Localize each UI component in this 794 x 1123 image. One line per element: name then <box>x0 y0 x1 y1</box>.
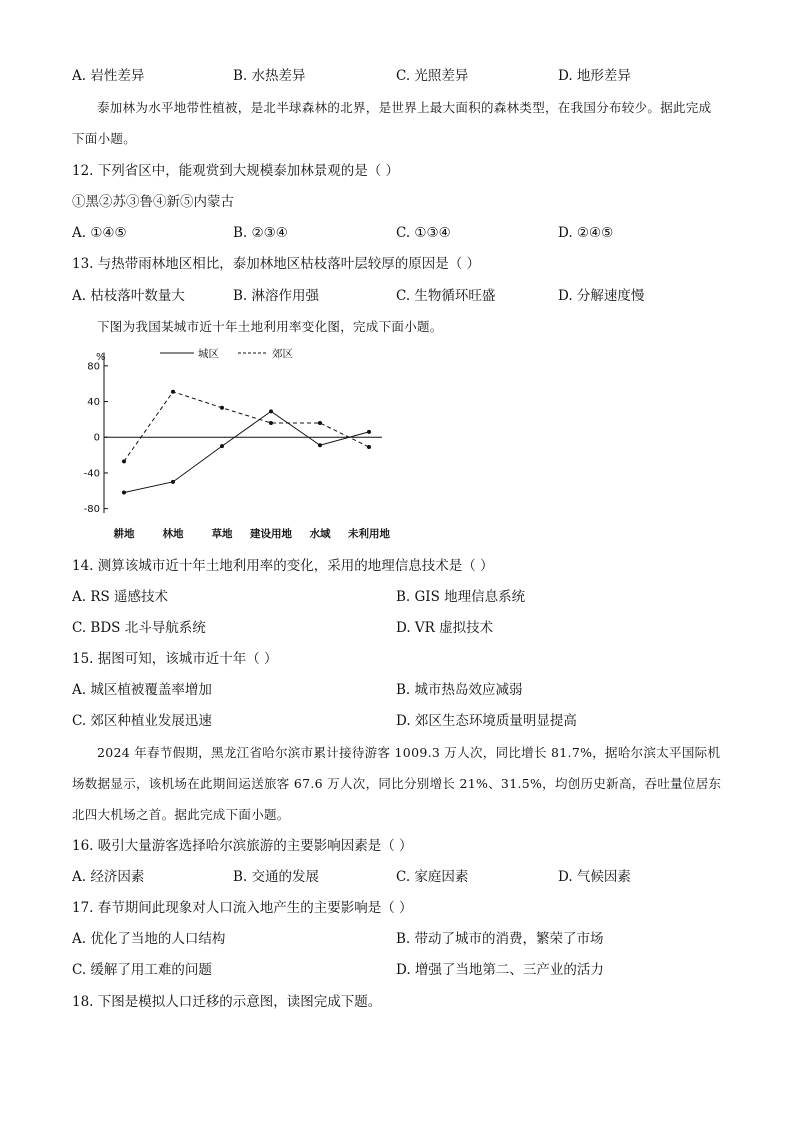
data-point <box>171 390 175 394</box>
q12-option-c[interactable]: C. ①③④ <box>396 225 451 241</box>
q14-option-c[interactable]: C. BDS 北斗导航系统 <box>72 620 206 636</box>
q17-option-b[interactable]: B. 带动了城市的消费，繁荣了市场 <box>396 931 604 947</box>
x-tick-label: 林地 <box>162 528 184 540</box>
y-tick-label: -40 <box>83 468 100 480</box>
q13-option-b[interactable]: B. 淋溶作用强 <box>233 288 320 304</box>
q16-option-d[interactable]: D. 气候因素 <box>558 869 631 885</box>
q17-option-c[interactable]: C. 缓解了用工难的问题 <box>72 962 212 978</box>
q13-option-c[interactable]: C. 生物循环旺盛 <box>396 288 496 304</box>
q13-option-a[interactable]: A. 枯枝落叶数量大 <box>72 288 185 304</box>
passage-chart-intro: 下图为我国某城市近十年土地利用率变化图，完成下面小题。 <box>97 319 443 334</box>
q13-option-d[interactable]: D. 分解速度慢 <box>558 288 645 304</box>
q15-stem: 15. 据图可知，该城市近十年（ ） <box>72 651 278 667</box>
data-point <box>367 445 371 449</box>
x-tick-label: 耕地 <box>113 528 135 540</box>
data-point <box>318 443 322 447</box>
data-point <box>367 430 371 434</box>
legend-label-1: 城区 <box>198 348 219 360</box>
data-point <box>171 480 175 484</box>
q14-stem: 14. 测算该城市近十年土地利用率的变化，采用的地理信息技术是（ ） <box>72 558 494 574</box>
q17-stem: 17. 春节期间此现象对人口流入地产生的主要影响是（ ） <box>72 900 413 916</box>
y-tick-label: -80 <box>83 504 100 516</box>
q11-option-b[interactable]: B. 水热差异 <box>233 68 306 84</box>
q18-stem: 18. 下图是模拟人口迁移的示意图，读图完成下题。 <box>72 994 382 1010</box>
land-use-change-chart <box>80 340 400 545</box>
q12-option-a[interactable]: A. ①④⑤ <box>72 225 127 241</box>
q11-option-d[interactable]: D. 地形差异 <box>558 68 631 84</box>
q12-regions: ①黑②苏③鲁④新⑤内蒙古 <box>72 194 234 210</box>
q13-stem: 13. 与热带雨林地区相比，泰加林地区枯枝落叶层较厚的原因是（ ） <box>72 256 481 272</box>
series-line-1 <box>124 411 369 492</box>
q15-option-d[interactable]: D. 郊区生态环境质量明显提高 <box>396 713 577 729</box>
passage-harbin: 2024 年春节假期，黑龙江省哈尔滨市累计接待游客 1009.3 万人次，同比增长 81.7%，据哈尔滨太平国际机场数据显示，该机场在此期间运送旅客 67.6 万人次，同比分别增长 21%、31.5%，均创历史新高，吞吐量位居东北四大机场之首。据此完成下面小题。 <box>72 745 722 822</box>
y-tick-label: 80 <box>87 361 100 373</box>
legend-label-2: 郊区 <box>272 348 293 360</box>
q16-option-a[interactable]: A. 经济因素 <box>72 869 145 885</box>
q11-option-a[interactable]: A. 岩性差异 <box>72 68 145 84</box>
x-tick-label: 建设用地 <box>250 528 292 540</box>
q15-option-c[interactable]: C. 郊区种植业发展迅速 <box>72 713 212 729</box>
q16-option-b[interactable]: B. 交通的发展 <box>233 869 320 885</box>
q14-option-d[interactable]: D. VR 虚拟技术 <box>396 620 494 636</box>
q16-stem: 16. 吸引大量游客选择哈尔滨旅游的主要影响因素是（ ） <box>72 838 413 854</box>
data-point <box>269 421 273 425</box>
data-point <box>269 409 273 413</box>
y-tick-label: 0 <box>93 432 100 444</box>
passage-taiga: 泰加林为水平地带性植被，是北半球森林的北界，是世界上最大面积的森林类型，在我国分布较少。据此完成下面小题。 <box>72 100 712 146</box>
y-tick-label: 40 <box>87 397 100 409</box>
x-tick-label: 草地 <box>211 528 233 540</box>
q16-option-c[interactable]: C. 家庭因素 <box>396 869 469 885</box>
q12-stem: 12. 下列省区中，能观赏到大规模泰加林景观的是（ ） <box>72 163 400 179</box>
q15-option-b[interactable]: B. 城市热岛效应减弱 <box>396 682 523 698</box>
series-line-2 <box>124 392 369 462</box>
q11-option-c[interactable]: C. 光照差异 <box>396 68 469 84</box>
q14-option-a[interactable]: A. RS 遥感技术 <box>72 589 169 605</box>
x-tick-label: 水域 <box>309 528 331 540</box>
q17-option-a[interactable]: A. 优化了当地的人口结构 <box>72 931 226 947</box>
q14-option-b[interactable]: B. GIS 地理信息系统 <box>396 589 526 605</box>
data-point <box>122 491 126 495</box>
q12-option-b[interactable]: B. ②③④ <box>233 225 288 241</box>
data-point <box>220 444 224 448</box>
y-axis-label: % <box>96 352 106 363</box>
data-point <box>220 406 224 410</box>
data-point <box>318 421 322 425</box>
x-tick-label: 未利用地 <box>348 528 390 540</box>
q17-option-d[interactable]: D. 增强了当地第二、三产业的活力 <box>396 962 604 978</box>
q12-option-d[interactable]: D. ②④⑤ <box>558 225 614 241</box>
q15-option-a[interactable]: A. 城区植被覆盖率增加 <box>72 682 212 698</box>
data-point <box>122 459 126 463</box>
